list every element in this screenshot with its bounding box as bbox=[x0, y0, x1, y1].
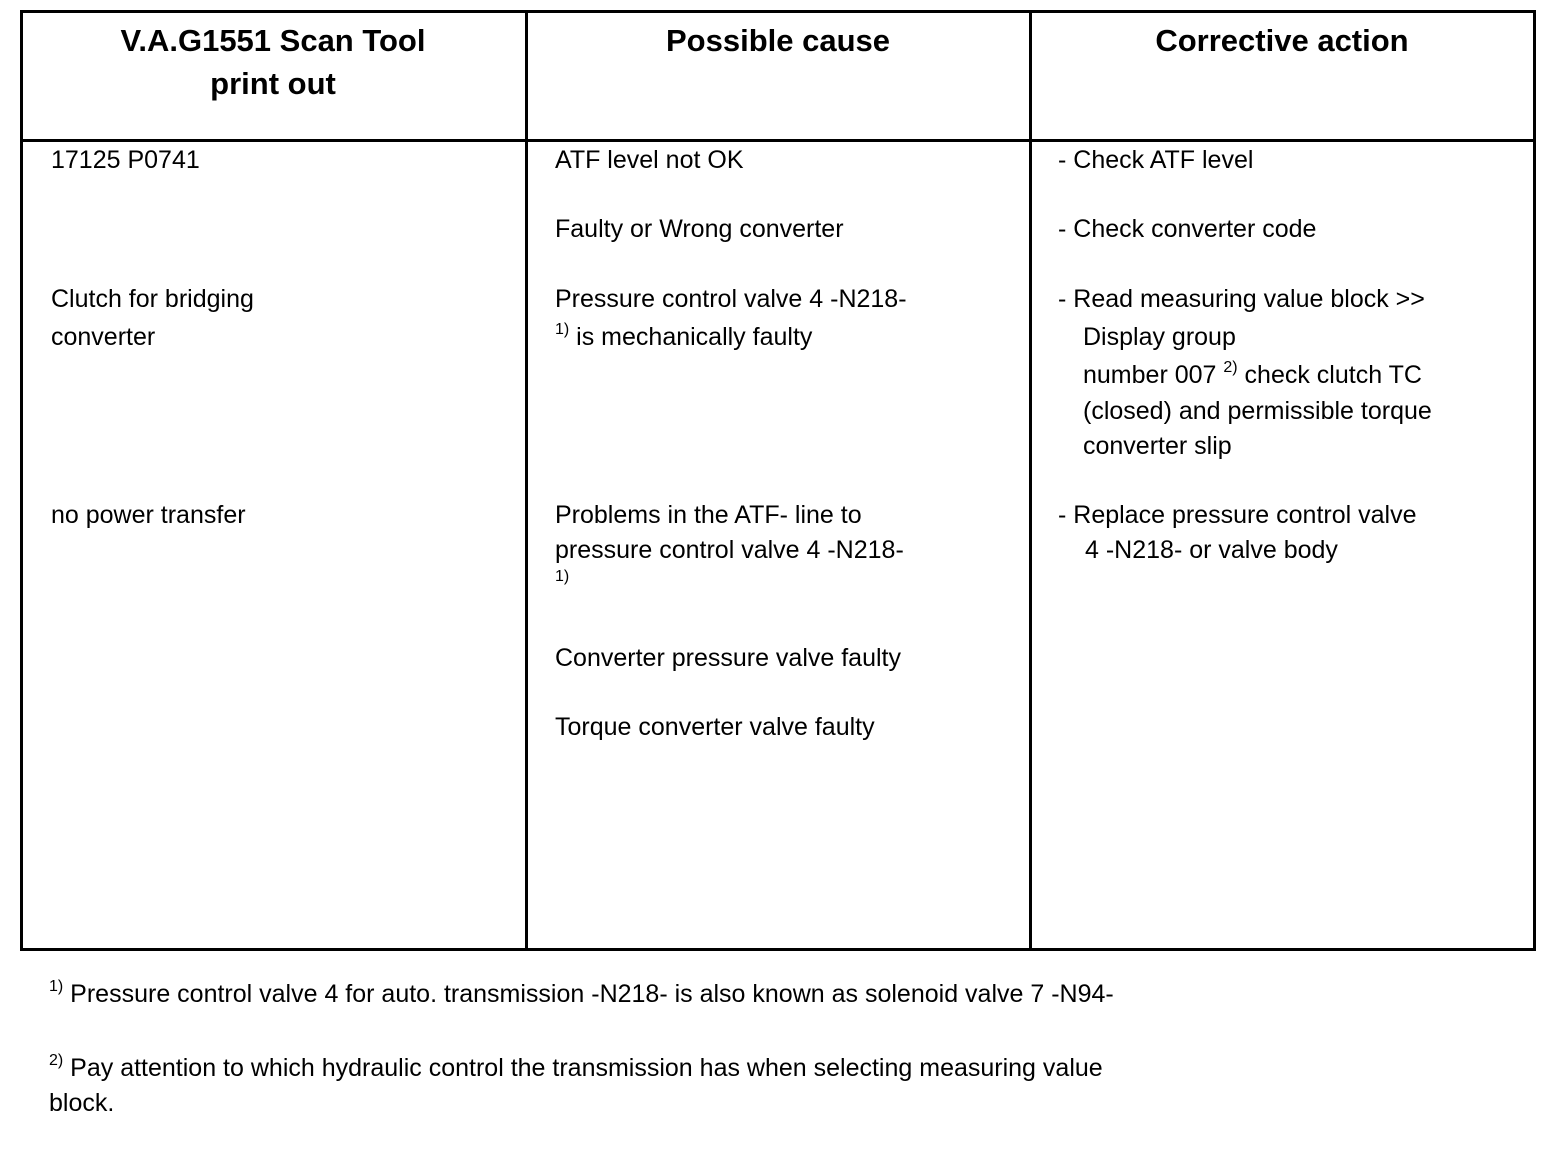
action-read-line3a: number 007 bbox=[1083, 361, 1224, 389]
header-scan-tool bbox=[23, 19, 523, 105]
action-read-line1: - Read measuring value block >> bbox=[1058, 285, 1425, 313]
footnote-ref: 1) bbox=[555, 321, 570, 338]
cause-atf-level: ATF level not OK bbox=[555, 146, 744, 174]
cause-problems-line2: pressure control valve 4 -N218- bbox=[555, 536, 904, 564]
footnote-ref: 1) bbox=[555, 568, 570, 585]
header-possible-cause: Possible cause bbox=[665, 23, 890, 58]
cause-pcv-text: is mechanically faulty bbox=[569, 323, 813, 351]
cause-converter-pressure: Converter pressure valve faulty bbox=[555, 644, 901, 672]
clutch-line1: Clutch for bridging bbox=[51, 285, 254, 313]
footnote-number: 2) bbox=[49, 1052, 64, 1069]
footnote-text: Pressure control valve 4 for auto. transmission -N218- is also known as solenoid valve 7 -N94- bbox=[63, 980, 1114, 1008]
cause-faulty-converter: Faulty or Wrong converter bbox=[555, 215, 844, 243]
header-scan-tool-line2: print out bbox=[210, 66, 336, 101]
footnote-1 bbox=[49, 980, 1114, 1009]
cause-problems-line1: Problems in the ATF- line to bbox=[555, 501, 862, 529]
footnote-text: Pay attention to which hydraulic control the transmission has when selecting measuring value bbox=[63, 1054, 1103, 1082]
footnote-2-line2: block. bbox=[49, 1089, 115, 1117]
cause-pcv-line2 bbox=[555, 323, 812, 352]
action-check-atf: - Check ATF level bbox=[1058, 146, 1254, 174]
footnote-number: 1) bbox=[49, 978, 64, 995]
header-divider bbox=[23, 139, 1533, 142]
action-read-line5: converter slip bbox=[1083, 432, 1232, 460]
column-divider bbox=[1029, 13, 1032, 948]
action-replace-line1: - Replace pressure control valve bbox=[1058, 501, 1417, 529]
header-corrective-action: Corrective action bbox=[1155, 23, 1409, 58]
footnote-ref: 2) bbox=[1223, 359, 1238, 376]
header-scan-tool-line1: V.A.G1551 Scan Tool bbox=[120, 23, 426, 58]
action-check-code: - Check converter code bbox=[1058, 215, 1317, 243]
clutch-line2: converter bbox=[51, 323, 156, 351]
action-read-line4: (closed) and permissible torque bbox=[1083, 397, 1432, 425]
action-read-line3b: check clutch TC bbox=[1237, 361, 1422, 389]
no-power-transfer: no power transfer bbox=[51, 501, 246, 529]
action-read-line3 bbox=[1083, 361, 1422, 390]
cause-pcv-line1: Pressure control valve 4 -N218- bbox=[555, 285, 907, 313]
footnote-2 bbox=[49, 1054, 1103, 1083]
column-divider bbox=[525, 13, 528, 948]
fault-code: 17125 P0741 bbox=[51, 146, 200, 174]
action-read-line2: Display group bbox=[1083, 323, 1236, 351]
action-replace-line2: 4 -N218- or valve body bbox=[1085, 536, 1338, 564]
diagnostic-table bbox=[20, 10, 1536, 951]
cause-torque-converter: Torque converter valve faulty bbox=[555, 713, 875, 741]
